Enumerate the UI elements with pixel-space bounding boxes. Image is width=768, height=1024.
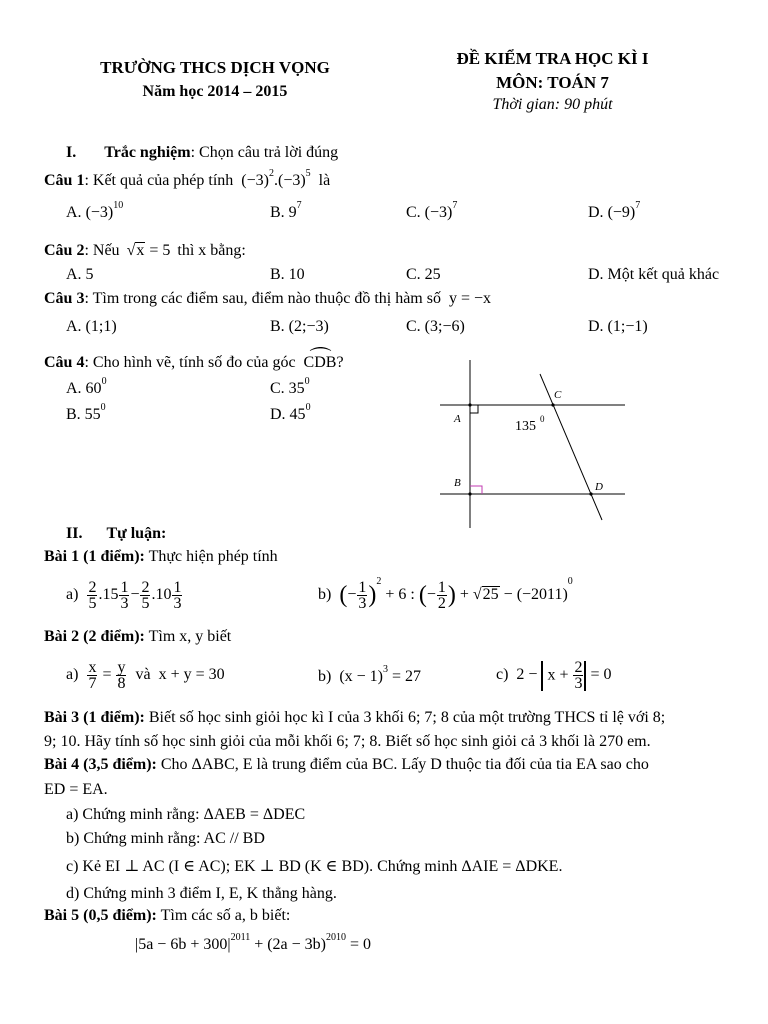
angle-label: 135 bbox=[515, 419, 536, 434]
right-angle-a bbox=[470, 405, 478, 413]
q4-option-c: C. $35^0$ bbox=[270, 376, 310, 397]
q2-option-d: D. Một kết quả khác bbox=[588, 266, 720, 283]
bai-4a: a) Chứng minh rằng: ΔAEB = ΔDEC bbox=[66, 806, 306, 823]
q3-option-a: A. (1;1) bbox=[66, 318, 117, 335]
bai-3-line2: 9; 10. Hãy tính số học sinh giỏi của mỗi khối 6; 7; 8. Biết số học sinh giỏi cả 3 khối là 270 em. bbox=[44, 733, 651, 750]
exam-subject: MÔN: TOÁN 7 bbox=[496, 73, 609, 92]
q3-option-b: B. (2;−3) bbox=[270, 318, 329, 335]
bai-4d: d) Chứng minh 3 điểm I, E, K thẳng hàng. bbox=[66, 885, 337, 902]
q4-option-d: D. $45^0$ bbox=[270, 402, 311, 423]
question-4: Câu 4: Cho hình vẽ, tính số đo của góc ⌒ CDB? bbox=[44, 354, 344, 372]
part1-heading: I. Trắc nghiệm: Chọn câu trả lời đúng bbox=[66, 144, 339, 161]
bai-2: Bài 2 (2 điểm): Tìm x, y biết bbox=[44, 628, 232, 645]
angle-degree: 0 bbox=[540, 414, 545, 424]
bai-4-line1: Bài 4 (3,5 điểm): Cho ΔABC, E là trung điểm của BC. Lấy D thuộc tia đối của tia EA sao cho bbox=[44, 756, 649, 773]
q3-option-d: D. (1;−1) bbox=[588, 318, 648, 335]
right-angle-b bbox=[470, 486, 482, 494]
question-2: Câu 2: Nếu √x = 5 thì x bằng: bbox=[44, 242, 246, 259]
point-b bbox=[468, 492, 471, 495]
q2-option-a: A. 5 bbox=[66, 266, 94, 283]
q2-option-b: B. 10 bbox=[270, 266, 305, 283]
bai-4c: c) Kẻ EI ⊥ AC (I ∈ AC); EK ⊥ BD (K ∈ BD). Chứng minh ΔAIE = ΔDKE. bbox=[66, 858, 563, 875]
school-name: TRƯỜNG THCS DỊCH VỌNG bbox=[100, 58, 330, 77]
point-c bbox=[551, 403, 554, 406]
bai-1a: a) $\frac{2}{5}$ .15 $\frac{1}{3}$ − $\frac{2}{5}$ .10 $\frac{1}{3}$ bbox=[66, 579, 182, 612]
part2-heading: II. Tự luận: bbox=[66, 525, 167, 542]
bai-5-equation: $|5a - 6b + 300|^{2011} + (2a - 3b)^{2010} = 0$ bbox=[135, 932, 372, 953]
question-3: Câu 3: Tìm trong các điểm sau, điểm nào thuộc đồ thị hàm số y = −x bbox=[44, 290, 492, 307]
label-c: C bbox=[554, 389, 562, 401]
q1-option-b: B. $9^7$ bbox=[270, 200, 302, 221]
bai-2a: a) $\frac{x}{7}$ = $\frac{y}{8}$ và x + y = 30 bbox=[66, 659, 225, 692]
bai-4b: b) Chứng minh rằng: AC // BD bbox=[66, 830, 265, 847]
label-a: A bbox=[454, 413, 461, 425]
bai-4-line2: ED = EA. bbox=[44, 781, 108, 798]
q1-option-c: C. $(-3)^7$ bbox=[406, 200, 458, 221]
exam-time: Thời gian: 90 phút bbox=[492, 96, 613, 113]
bai-3-line1: Bài 3 (1 điểm): Biết số học sinh giỏi học kì I của 3 khối 6; 7; 8 của một trường THCS tỉ lệ với 8; bbox=[44, 709, 666, 726]
q2-option-c: C. 25 bbox=[406, 266, 441, 283]
bai-5: Bài 5 (0,5 điểm): Tìm các số a, b biết: bbox=[44, 907, 291, 924]
point-d bbox=[589, 492, 592, 495]
geometry-figure bbox=[430, 360, 640, 530]
bai-2b: b) $(x - 1)^3 = 27$ bbox=[318, 664, 422, 685]
label-d: D bbox=[595, 481, 603, 493]
transversal-cd bbox=[540, 374, 602, 520]
q4-option-a: A. $60^0$ bbox=[66, 376, 107, 397]
q4-option-b: B. $55^0$ bbox=[66, 402, 106, 423]
q3-option-c: C. (3;−6) bbox=[406, 318, 465, 335]
bai-1: Bài 1 (1 điểm): Thực hiện phép tính bbox=[44, 548, 278, 565]
q1-option-d: D. $(-9)^7$ bbox=[588, 200, 641, 221]
label-b: B bbox=[454, 477, 461, 489]
q1-option-a: A. $(-3)^{10}$ bbox=[66, 200, 124, 221]
bai-2c: c) 2 − x + $\frac{2}{3}$ = 0 bbox=[496, 659, 612, 692]
exam-title: ĐỀ KIỂM TRA HỌC KÌ I bbox=[456, 49, 649, 68]
question-1: Câu 1: Kết quả của phép tính $(-3)^2.(-3)^5$ là bbox=[44, 168, 331, 189]
point-a bbox=[468, 403, 471, 406]
bai-1b: b) (− $\frac{1}{3}$ )$^2$ + 6 : (− $\frac{1}{2}$ ) + $√25 - (-2011)^0$ bbox=[318, 576, 573, 612]
school-year: Năm học 2014 – 2015 bbox=[142, 83, 288, 100]
